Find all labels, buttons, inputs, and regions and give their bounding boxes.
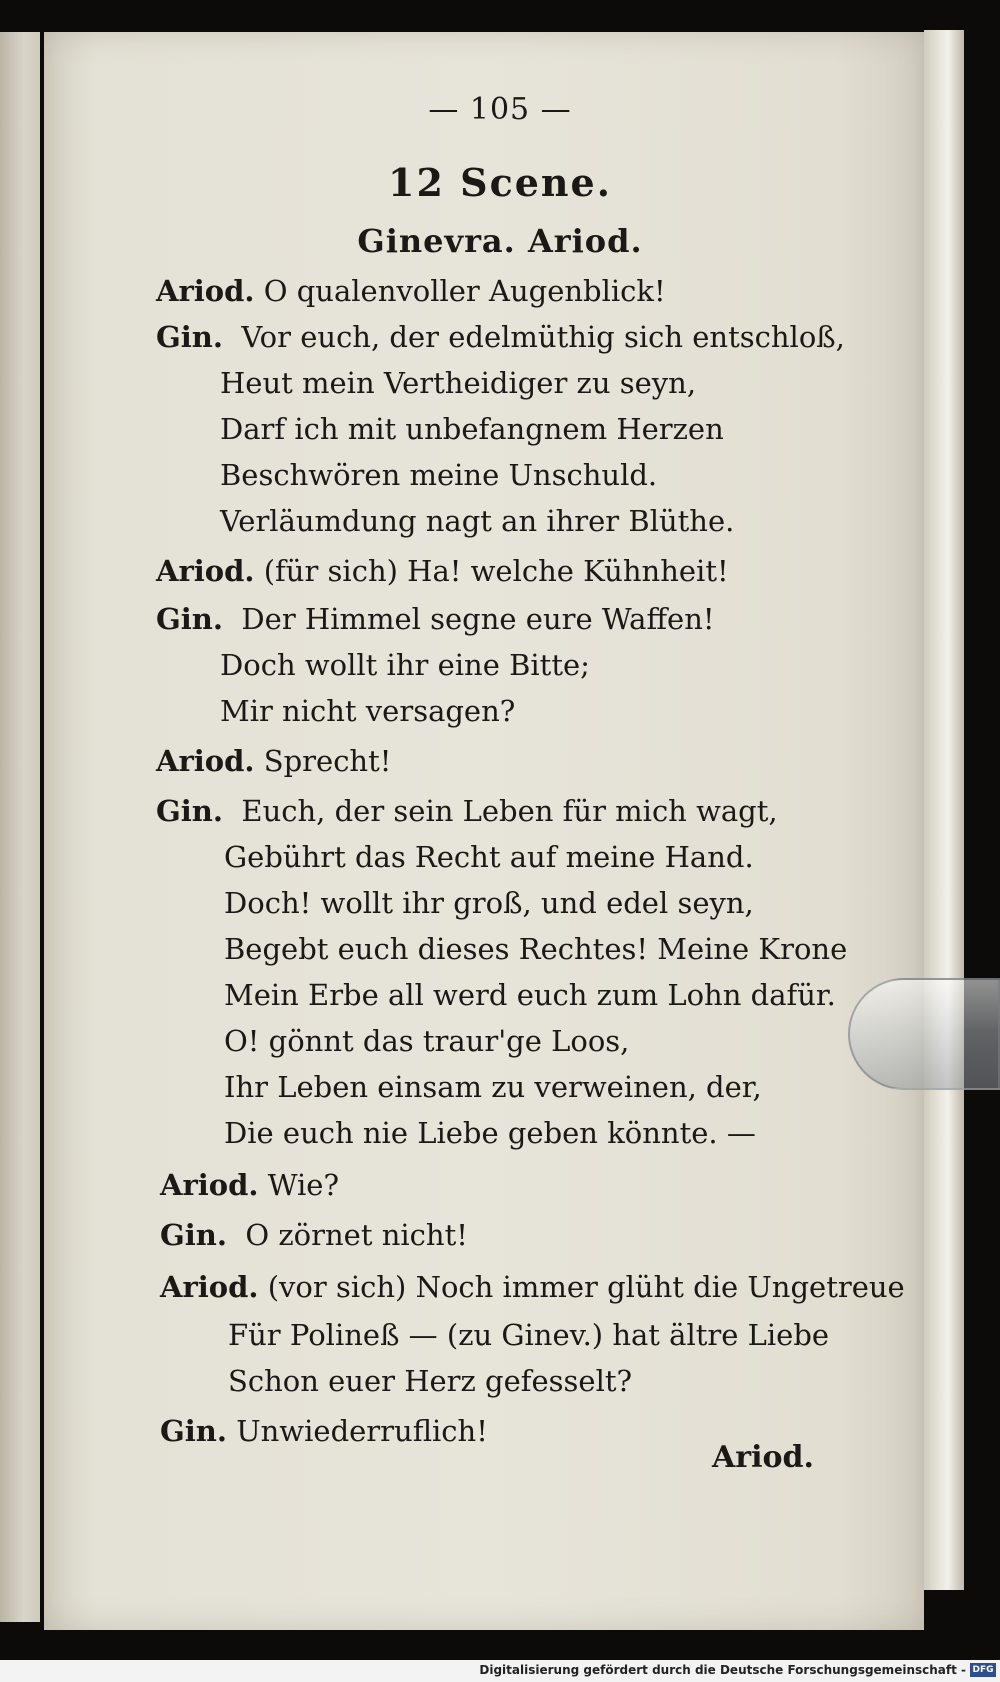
verse-line — [156, 554, 729, 588]
verse-text: Heut mein Vertheidiger zu seyn, — [220, 366, 697, 400]
verse-text: (für sich) Ha! welche Kühnheit! — [263, 554, 729, 588]
verse-line — [220, 504, 734, 538]
verse-text: Doch! wollt ihr groß, und edel seyn, — [224, 886, 754, 920]
verse-line — [156, 274, 666, 308]
verse-text: Mein Erbe all werd euch zum Lohn dafür. — [224, 978, 836, 1012]
page-number: — 105 — — [428, 92, 572, 127]
verse-text: Wie? — [267, 1168, 340, 1202]
left-page-edge — [0, 32, 40, 1622]
scene-title: 12 Scene. — [388, 160, 612, 205]
verse-text: (vor sich) Noch immer glüht die Ungetreue — [267, 1270, 905, 1304]
verse-line — [228, 1318, 829, 1352]
verse-text: O qualenvoller Augenblick! — [263, 274, 666, 308]
speaker: Gin. — [160, 1218, 227, 1252]
verse-text: Unwiederruflich! — [236, 1414, 488, 1448]
verse-text: O zörnet nicht! — [245, 1218, 468, 1252]
footer-bar — [0, 1660, 1000, 1682]
speaker: Ariod. — [156, 554, 255, 588]
verse-text: Schon euer Herz gefesselt? — [228, 1364, 633, 1398]
verse-text: Vor euch, der edelmüthig sich entschloß, — [241, 320, 845, 354]
page-stack-edge — [924, 30, 964, 1590]
verse-line — [220, 694, 515, 728]
verse-line — [220, 648, 590, 682]
verse-line — [224, 1024, 629, 1058]
verse-line — [224, 886, 754, 920]
verse-text: Begebt euch dieses Rechtes! Meine Krone — [224, 932, 848, 966]
scene-persons: Ginevra. Ariod. — [357, 222, 643, 260]
verse-text: Darf ich mit unbefangnem Herzen — [220, 412, 724, 446]
verse-line — [220, 458, 657, 492]
verse-text: Für Polineß — (zu Ginev.) hat ältre Liebe — [228, 1318, 830, 1352]
verse-line — [224, 1070, 762, 1104]
page-clip — [848, 978, 1000, 1090]
speaker: Gin. — [156, 320, 223, 354]
verse-line — [224, 1116, 756, 1150]
verse-text: Gebührt das Recht auf meine Hand. — [224, 840, 754, 874]
speaker: Ariod. — [156, 274, 255, 308]
verse-text: Verläumdung nagt an ihrer Blüthe. — [220, 504, 735, 538]
verse-text: Sprecht! — [263, 744, 392, 778]
verse-line — [160, 1218, 468, 1252]
speaker: Ariod. — [160, 1270, 259, 1304]
verse-text: Doch wollt ihr eine Bitte; — [220, 648, 590, 682]
verse-text: Der Himmel segne eure Waffen! — [241, 602, 715, 636]
verse-text: Die euch nie Liebe geben könnte. — — [224, 1116, 756, 1150]
verse-text: Mir nicht versagen? — [220, 694, 516, 728]
verse-text: Ihr Leben einsam zu verweinen, der, — [224, 1070, 762, 1104]
verse-line — [160, 1270, 905, 1304]
verse-line — [224, 932, 847, 966]
catchword: Ariod. — [712, 1440, 814, 1475]
speaker: Gin. — [156, 794, 223, 828]
verse-text: Beschwören meine Unschuld. — [220, 458, 658, 492]
speaker: Gin. — [160, 1414, 227, 1448]
verse-line — [156, 744, 391, 778]
verse-line — [156, 794, 778, 828]
verse-line — [156, 320, 845, 354]
dfg-logo: DFG — [970, 1663, 996, 1677]
verse-line — [220, 412, 724, 446]
speaker: Gin. — [156, 602, 223, 636]
verse-line — [224, 840, 754, 874]
verse-line — [224, 978, 836, 1012]
funding-credit: Digitalisierung gefördert durch die Deutsche Forschungsgemeinschaft - — [479, 1663, 966, 1677]
verse-line — [160, 1168, 339, 1202]
verse-line — [160, 1414, 488, 1448]
verse-line — [220, 366, 696, 400]
speaker: Ariod. — [156, 744, 255, 778]
verse-text: O! gönnt das traur'ge Loos, — [224, 1024, 630, 1058]
verse-line — [228, 1364, 632, 1398]
verse-line — [156, 602, 715, 636]
speaker: Ariod. — [160, 1168, 259, 1202]
verse-text: Euch, der sein Leben für mich wagt, — [241, 794, 778, 828]
